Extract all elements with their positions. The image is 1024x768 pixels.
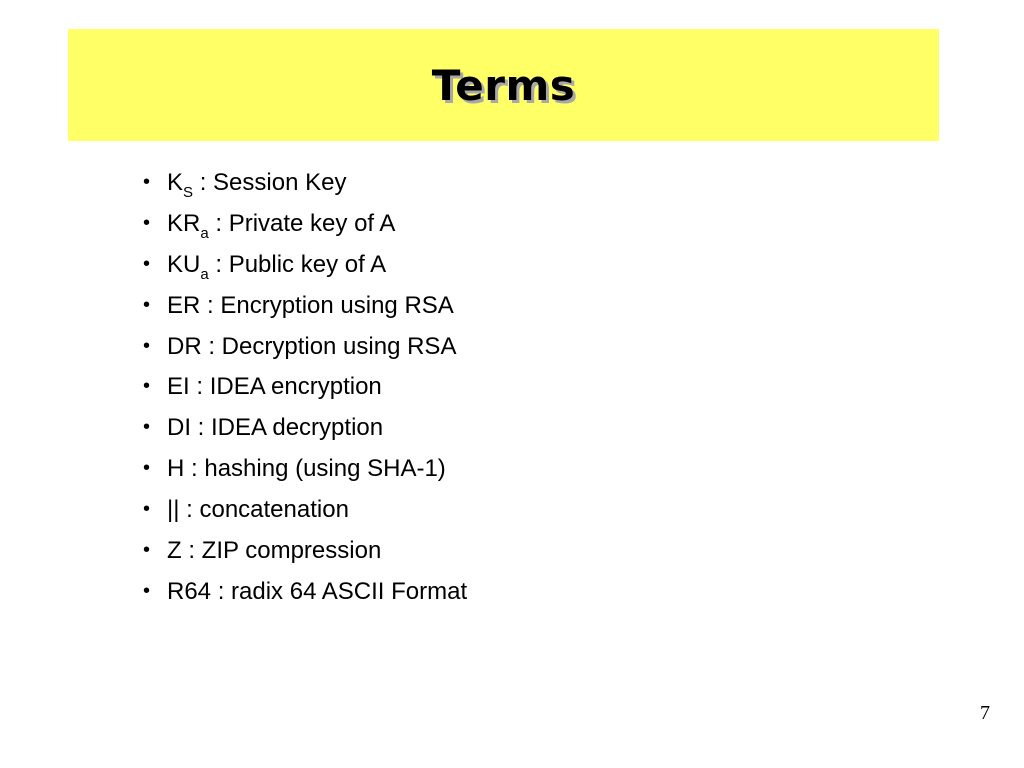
term-item — [143, 287, 467, 328]
term-item — [143, 409, 467, 450]
term-symbol: Z — [167, 537, 182, 565]
term-symbol: H — [167, 455, 185, 483]
bullet-icon: • — [143, 579, 151, 602]
term-symbol: K — [167, 169, 184, 196]
term-item — [143, 450, 467, 491]
term-symbol: EI — [167, 373, 190, 401]
bullet-icon: • — [143, 416, 151, 439]
term-symbol: KU — [167, 250, 201, 278]
bullet-icon: • — [143, 539, 151, 562]
term-definition: : Encryption using RSA — [200, 291, 454, 319]
title-band — [68, 29, 939, 141]
term-definition: : Private key of A — [208, 209, 396, 237]
bullet-icon: • — [143, 293, 151, 316]
term-symbol: KR — [167, 209, 201, 237]
term-item — [143, 164, 467, 205]
term-symbol: R64 — [167, 577, 212, 605]
term-definition: : concatenation — [179, 496, 349, 524]
term-item — [143, 205, 467, 246]
term-item — [143, 328, 467, 369]
term-subscript: S — [183, 184, 194, 201]
page-number: 7 — [980, 702, 990, 724]
bullet-icon: • — [143, 375, 151, 398]
slide-title: Terms — [431, 61, 576, 110]
term-item — [143, 491, 467, 532]
term-subscript: a — [200, 265, 209, 283]
term-item — [143, 573, 467, 614]
term-definition: : ZIP compression — [181, 537, 382, 565]
term-definition: : Decryption using RSA — [201, 332, 457, 360]
bullet-icon: • — [143, 171, 151, 193]
term-symbol: DI — [167, 414, 191, 442]
terms-list — [143, 164, 467, 614]
term-item — [143, 368, 467, 409]
term-definition: : IDEA decryption — [191, 414, 384, 442]
term-definition: : radix 64 ASCII Format — [211, 577, 468, 605]
bullet-icon: • — [143, 498, 151, 521]
bullet-icon: • — [143, 211, 151, 234]
term-definition: : Session Key — [193, 169, 347, 196]
term-item — [143, 246, 467, 287]
bullet-icon: • — [143, 252, 151, 275]
term-symbol: DR — [167, 332, 202, 360]
bullet-icon: • — [143, 457, 151, 480]
term-definition: : IDEA encryption — [189, 373, 382, 401]
term-symbol: || — [167, 496, 180, 524]
term-item — [143, 532, 467, 573]
term-definition: : hashing (using SHA-1) — [184, 455, 446, 483]
term-symbol: ER — [167, 291, 201, 319]
bullet-icon: • — [143, 334, 151, 357]
term-subscript: a — [200, 224, 209, 242]
term-definition: : Public key of A — [208, 250, 387, 278]
